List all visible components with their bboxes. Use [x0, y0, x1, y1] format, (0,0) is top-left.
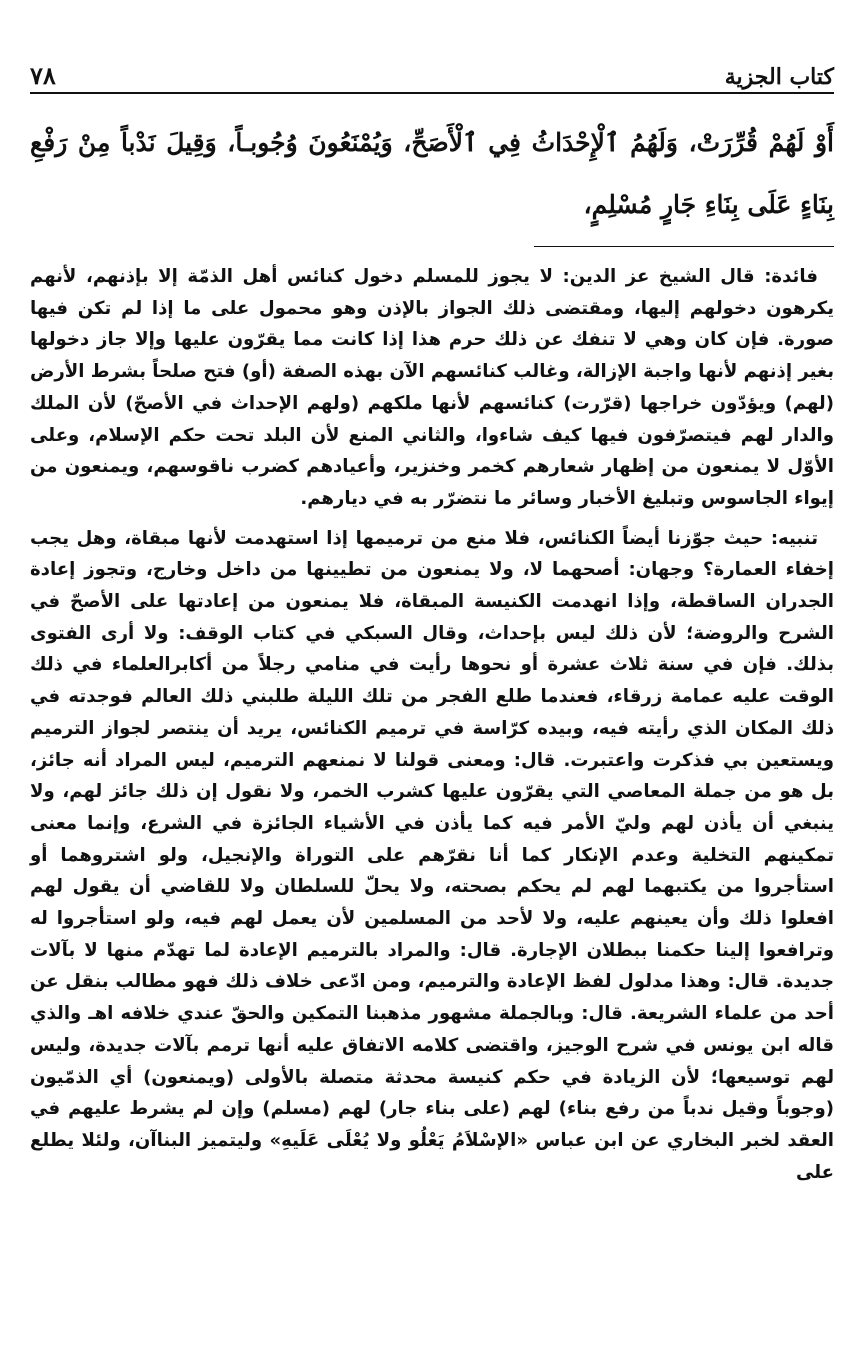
main-text-matn: أَوْ لَهُمْ قُرِّرَتْ، وَلَهُمُ ٱلْإِحْدَاثُ فِي ٱلْأَصَحِّ، وَيُمْنَعُونَ وُجُوبـاً، وَقِيلَ نَدْباً مِنْ رَفْعِ بِنَاءٍ عَلَى بِنَاءِ جَارٍ مُسْلِمٍ،: [30, 128, 834, 219]
footnote-divider: [534, 246, 834, 247]
commentary-paragraph-tanbih: تنبيه: حيث جوّزنا أيضاً الكنائس، فلا منع من ترميمها إذا استهدمت لأنها مبقاة، وهل يجب إخفاء العمارة؟ وجهان: أصحهما لا، ولا يمنعون من تطيينها من داخل وخارج، وتجوز إعادة الجدران الساقطة، وإذا انهدمت الكنيسة المبقاة، فلا يمنعون من إعادتها على الأصحّ في الشرح والروضة؛ لأن ذلك ليس بإحداث، وقال السبكي في كتاب الوقف: ولا أرى الفتوى بذلك. فإن في سنة ثلاث عشرة أو نحوها رأيت في منامي رجلاً من أكابرالعلماء في ذلك الوقت عليه عمامة زرقاء، فعندما طلع الفجر من تلك الليلة طلبني ذلك العالم فوجدته في ذلك المكان الذي رأيته فيه، وبيده كرّاسة في ترميم الكنائس، يريد أن ينتصر لجواز الترميم ويستعين بي فذكرت واعتبرت. قال: ومعنى قولنا لا نمنعهم الترميم، ليس المراد أنه جائز، بل هو من جملة المعاصي التي يقرّون عليها كشرب الخمر، ولا نقول إن ذلك جائز لهم، ولا ينبغي أن يأذن لهم وليّ الأمر فيه كما يأذن في الأشياء الجائزة في الشرع، وإنما معنى تمكينهم التخلية وعدم الإنكار كما أنا نقرّهم على التوراة والإنجيل، ولو اشتروهما أو استأجروا من يكتبهما لهم لم يحكم بصحته، ولا يحلّ للسلطان ولا للقاضي أن يقول لهم افعلوا ذلك وأن يعينهم عليه، ولا لأحد من المسلمين لأن يعمل لهم فيه، ولو استأجروا له وترافعوا إلينا حكمنا ببطلان الإجارة. قال: والمراد بالترميم الإعادة لما تهدّم منها لا بآلات جديدة. قال: وهذا مدلول لفظ الإعادة والترميم، ومن ادّعى خلاف ذلك فهو مطالب بنقل عن أحد من علماء الشريعة. قال: وبالجملة مشهور مذهبنا التمكين والحقّ عندي خلافه اهـ والذي قاله ابن يونس في شرح الوجيز، واقتضى كلامه الاتفاق عليه أنها ترمم بآلات جديدة، وليس لهم توسيعها؛ لأن الزيادة في حكم كنيسة محدثة متصلة بالأولى (ويمنعون) أي الذمّيون (وجوباً وقيل ندباً من رفع بناء) لهم (على بناء جار) لهم (مسلم) وإن لم يشرط عليهم في العقد لخبر البخاري عن ابن عباس «الإسْلاَمُ يَعْلُو ولا يُعْلَى عَلَيهِ» وليتميز البناآن، ولئلا يطلع على: [30, 527, 834, 1183]
page-header: [30, 60, 834, 94]
book-page: [30, 60, 834, 1350]
page-number: ٧٨: [30, 61, 56, 90]
running-title: كتاب الجزية: [724, 64, 834, 90]
commentary-sharh: [30, 261, 834, 1188]
commentary-paragraph-faida: فائدة: قال الشيخ عز الدين: لا يجوز للمسلم دخول كنائس أهل الذمّة إلا بإذنهم، لأنهم يكرهون دخولهم إليها، ومقتضى ذلك الجواز بالإذن وهو محمول على ما إذا لم تكن فيها صورة. فإن كان وهي لا تنفك عن ذلك حرم هذا إذا كانت مما يقرّون عليها وإلا جاز دخولها بغير إذنهم لأنها واجبة الإزالة، وغالب كنائسهم الآن بهذه الصفة (أو) فتح صلحاً بشرط الأرض (لهم) ويؤدّون خراجها (قرّرت) كنائسهم لأنها ملكهم (ولهم الإحداث في الأصحّ) لأن الملك والدار لهم فيتصرّفون فيها كيف شاءوا، والثاني المنع لأن البلد تحت حكم الإسلام، وعلى الأوّل لا يمنعون من إظهار شعارهم كخمر وخنزير، وأعيادهم كضرب ناقوسهم، ويمنعون من إيواء الجاسوس وتبليغ الأخبار وسائر ما نتضرّر به في ديارهم.: [30, 266, 834, 509]
